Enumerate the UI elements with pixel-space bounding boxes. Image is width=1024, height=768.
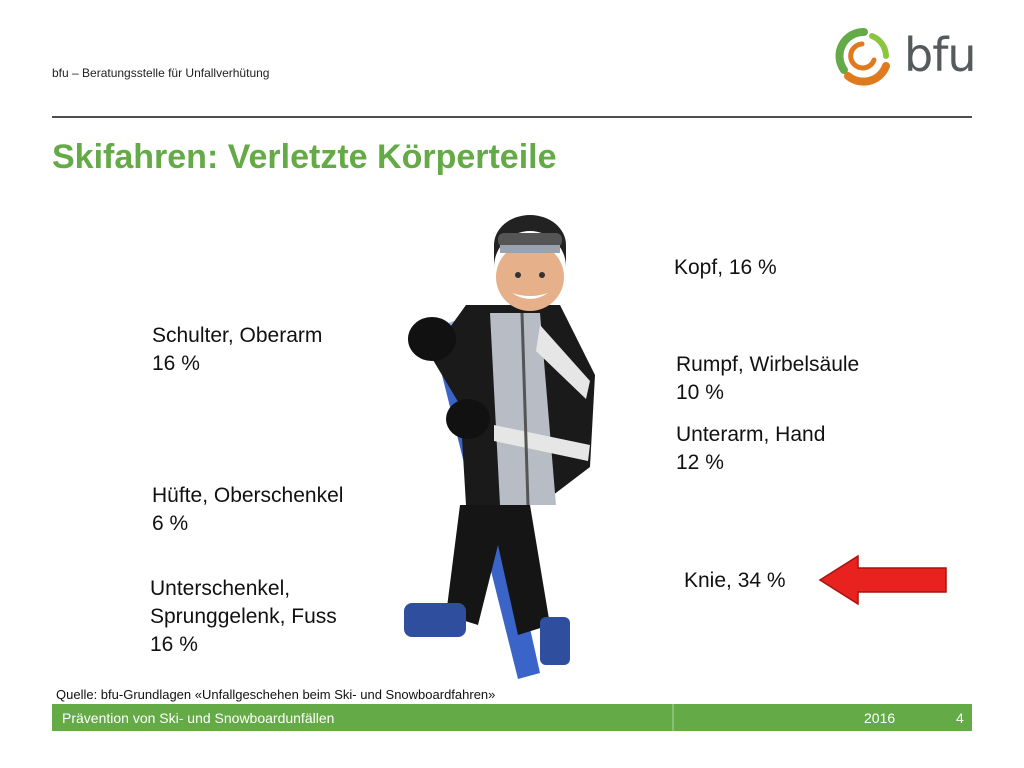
- source-note: Quelle: bfu-Grundlagen «Unfallgeschehen beim Ski- und Snowboardfahren»: [56, 687, 496, 702]
- label-huefte-oberschenkel: [152, 482, 343, 538]
- label-rumpf-wirbelsaeule: [676, 351, 859, 407]
- footer-year: 2016: [864, 710, 896, 726]
- label-unterschenkel-line2: Sprunggelenk, Fuss: [150, 605, 337, 628]
- footer-bar: [52, 704, 972, 731]
- label-knie: Knie, 34 %: [684, 569, 786, 592]
- organization-name: bfu – Beratungsstelle für Unfallverhütung: [52, 66, 270, 80]
- label-unterarm-text: Unterarm, Hand: [676, 423, 826, 446]
- label-schulter-percent: 16 %: [152, 352, 200, 375]
- label-unterschenkel-line1: Unterschenkel,: [150, 577, 291, 600]
- label-unterschenkel-percent: 16 %: [150, 633, 198, 656]
- logo-text: bfu: [904, 28, 976, 82]
- label-rumpf-text: Rumpf, Wirbelsäule: [676, 353, 860, 376]
- label-schulter-oberarm: [152, 322, 322, 378]
- label-huefte-text: Hüfte, Oberschenkel: [152, 484, 344, 507]
- label-unterarm-percent: 12 %: [676, 451, 724, 474]
- label-huefte-percent: 6 %: [152, 512, 189, 535]
- label-rumpf-percent: 10 %: [676, 381, 724, 404]
- bfu-logo-icon: [834, 26, 896, 86]
- bfu-logo: [834, 26, 976, 86]
- label-unterschenkel: [150, 575, 337, 659]
- label-schulter-text: Schulter, Oberarm: [152, 324, 323, 347]
- page-number: 4: [956, 710, 964, 726]
- footer-title: Prävention von Ski- und Snowboardunfällen: [62, 710, 335, 726]
- skier-illustration: [390, 205, 630, 685]
- footer-divider: [672, 704, 674, 731]
- label-kopf: Kopf, 16 %: [674, 256, 777, 279]
- arrow-left-icon: [818, 554, 950, 606]
- label-unterarm-hand: [676, 421, 825, 477]
- header-divider: [52, 116, 972, 118]
- page-title: Skifahren: Verletzte Körperteile: [52, 138, 557, 176]
